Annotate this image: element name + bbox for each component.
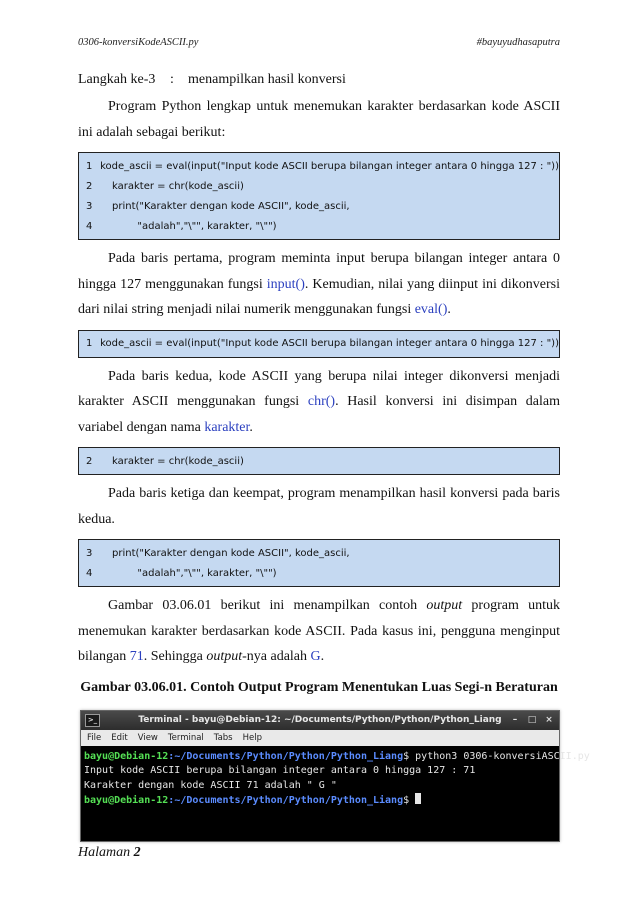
terminal-line-command [84, 750, 590, 765]
line-number: 1 [86, 160, 93, 172]
menu-view[interactable]: View [137, 732, 158, 743]
footer-label: Halaman [78, 845, 131, 860]
code-text: "adalah","\"", karakter, "\"") [112, 567, 277, 579]
menu-terminal[interactable]: Terminal [167, 732, 204, 743]
prompt-sign: $ [403, 795, 410, 806]
command-text: python3 0306-konversiASCII.py [409, 750, 590, 762]
para-text: . Hasil konversi ini disimpan dalam variabel dengan nama [78, 394, 560, 435]
prompt-user: bayu@Debian-12 [84, 750, 169, 762]
code-text: print("Karakter dengan kode ASCII", kode_ascii, [112, 547, 350, 559]
menu-tabs[interactable]: Tabs [213, 732, 233, 743]
para-text: -nya adalah [242, 649, 311, 664]
prompt-sign: $ [403, 750, 410, 762]
paragraph-line1 [78, 246, 560, 323]
menu-help[interactable]: Help [242, 732, 263, 743]
code-line [79, 156, 559, 176]
para-text: . [249, 419, 253, 435]
para-text: . Kemudian, nilai yang diinput ini dikonversi dari nilai string menjadi nilai numerik menggunakan fungsi [78, 276, 560, 317]
code-line [79, 334, 559, 354]
menu-file[interactable]: File [87, 732, 102, 743]
prompt-path: :~/Documents/Python/Python/Python_Liang [168, 750, 404, 762]
code-line [79, 176, 559, 196]
prompt-user: bayu@Debian-12 [84, 795, 169, 806]
line-number: 2 [86, 180, 93, 192]
code-text: "adalah","\"", karakter, "\"") [112, 220, 277, 232]
page-content [78, 72, 590, 842]
code-text: karakter = chr(kode_ascii) [112, 180, 244, 192]
para-text: . Sehingga [143, 649, 207, 664]
italic-output: output [426, 598, 463, 613]
terminal-output[interactable] [81, 746, 590, 841]
step-heading [78, 72, 560, 88]
minimize-icon[interactable]: – [512, 714, 518, 725]
intro-paragraph: Program Python lengkap untuk menemukan karakter berdasarkan kode ASCII ini adalah sebagai berikut: [78, 99, 560, 140]
para-text: program untuk menemukan karakter berdasarkan kode ASCII. Pada kasus ini, pengguna menginput bilangan [78, 598, 560, 664]
code-text: karakter = chr(kode_ascii) [112, 455, 244, 467]
header-author: #bayuyudhasaputra [476, 37, 560, 48]
page-number: 2 [133, 845, 141, 860]
para-text: Pada baris kedua, kode ASCII yang berupa nilai integer dikonversi menjadi karakter ASCII menggunakan fungsi [78, 368, 560, 409]
code-line [79, 563, 559, 583]
step-label: Langkah ke-3 [78, 72, 156, 87]
window-controls [509, 714, 555, 726]
para-text: Gambar 03.06.01 berikut ini menampilkan contoh [108, 598, 427, 613]
maximize-icon[interactable]: □ [527, 714, 537, 725]
prompt-path: :~/Documents/Python/Python/Python_Liang [168, 795, 404, 806]
paragraph-line2 [78, 364, 560, 441]
step-colon: : [170, 72, 174, 87]
variable-karakter: karakter [204, 419, 250, 435]
code-line [79, 196, 559, 216]
line-number: 3 [86, 547, 93, 559]
line-number: 4 [86, 220, 93, 232]
terminal-window [80, 710, 590, 842]
para-text: . [447, 302, 451, 317]
function-chr: chr() [307, 394, 336, 409]
function-eval: eval() [414, 302, 448, 317]
paragraph-line34: Pada baris ketiga dan keempat, program menampilkan hasil konversi pada baris kedua. [78, 486, 560, 527]
line-number: 1 [86, 338, 93, 349]
function-input: input() [266, 276, 305, 292]
step-text: menampilkan hasil konversi [188, 72, 346, 87]
terminal-menubar [81, 730, 559, 746]
page-footer [78, 845, 141, 861]
cursor [415, 793, 421, 804]
code-block-line1 [78, 330, 560, 358]
code-line [79, 543, 559, 563]
code-text: kode_ascii = eval(input("Input kode ASCII berupa bilangan integer antara 0 hingga 127 : ")) [100, 338, 559, 349]
line-number: 2 [86, 455, 93, 467]
menu-edit[interactable]: Edit [111, 732, 128, 743]
input-value: 71 [129, 649, 144, 664]
result-char: G [310, 649, 321, 664]
line-number: 3 [86, 200, 93, 212]
terminal-title: Terminal - bayu@Debian-12: ~/Documents/Python/Python/Python_Liang [138, 715, 502, 725]
terminal-titlebar [81, 711, 559, 730]
code-text: kode_ascii = eval(input("Input kode ASCII berupa bilangan integer antara 0 hingga 127 : ")) [100, 160, 559, 172]
code-text: print("Karakter dengan kode ASCII", kode_ascii, [112, 200, 350, 212]
italic-output: output [206, 649, 243, 664]
paragraph-figure-intro [78, 593, 560, 670]
line-number: 4 [86, 567, 93, 579]
terminal-line-result: Karakter dengan kode ASCII 71 adalah " G " [84, 779, 337, 791]
code-block-full [78, 152, 560, 240]
terminal-line-prompt [84, 793, 556, 809]
close-icon[interactable]: × [545, 714, 553, 725]
terminal-line-input: Input kode ASCII berupa bilangan integer antara 0 hingga 127 : 71 [84, 765, 476, 776]
figure-caption: Gambar 03.06.01. Contoh Output Program Menentukan Luas Segi-n Beraturan [80, 679, 558, 695]
code-block-line2 [78, 447, 560, 475]
terminal-app-icon: >_ [85, 714, 100, 727]
code-block-line34 [78, 539, 560, 587]
header-filename: 0306-konversiKodeASCII.py [78, 37, 199, 48]
para-text: Pada baris pertama, program meminta input berupa bilangan integer antara 0 hingga 127 menggunakan fungsi [78, 251, 560, 292]
code-line [79, 451, 559, 471]
para-text: . [320, 649, 325, 664]
code-line [79, 216, 559, 236]
